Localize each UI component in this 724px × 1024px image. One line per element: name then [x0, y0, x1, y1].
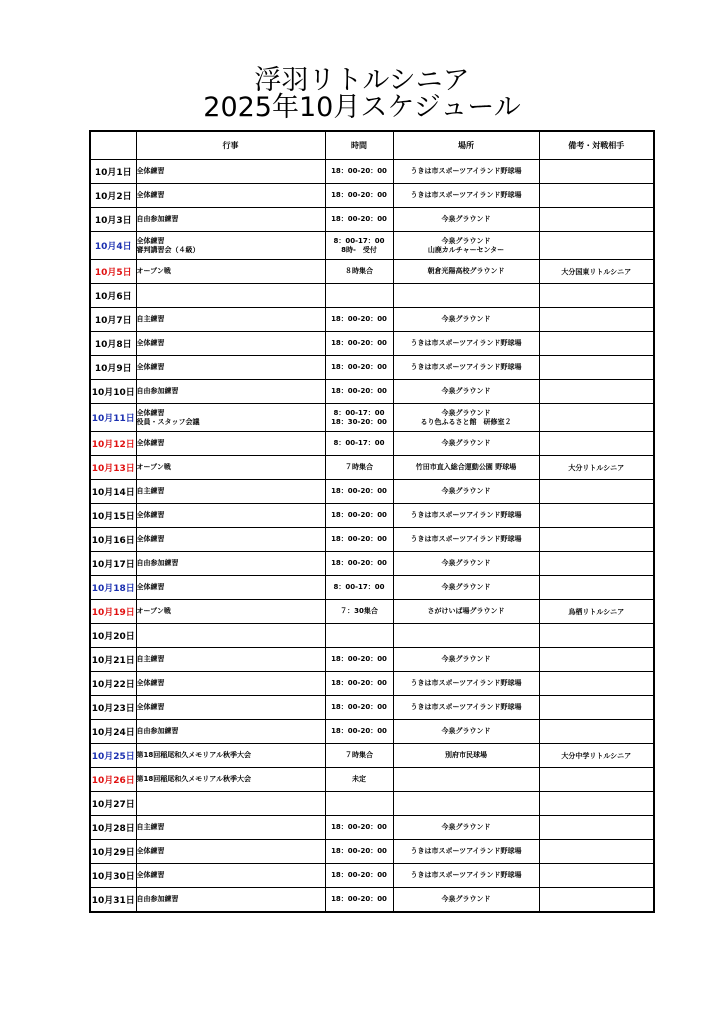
place-text: 今泉グラウンド — [441, 408, 491, 417]
place-cell — [393, 648, 539, 672]
table-row — [90, 552, 654, 576]
note-cell — [539, 888, 654, 913]
time-text: ８時集合 — [345, 267, 373, 275]
time-text: 8時- 受付 — [341, 245, 377, 254]
event-cell — [136, 624, 325, 648]
place-cell — [393, 404, 539, 432]
table-row — [90, 624, 654, 648]
time-text: 8：00-17：00 — [333, 439, 385, 447]
event-cell — [136, 816, 325, 840]
event-text: 自由参加練習 — [136, 387, 179, 395]
time-text: 18：00-20：00 — [331, 727, 387, 735]
place-text: うきは市スポーツアイランド野球場 — [410, 871, 522, 879]
date-cell: 10月15日 — [90, 504, 136, 528]
date-cell: 10月13日 — [90, 456, 136, 480]
place-cell — [393, 208, 539, 232]
place-text: 今泉グラウンド — [441, 823, 491, 831]
event-cell — [136, 696, 325, 720]
time-cell — [325, 768, 393, 792]
place-cell — [393, 792, 539, 816]
event-text: 全体練習 — [136, 511, 165, 519]
time-text: 18：00-20：00 — [331, 363, 387, 371]
place-cell — [393, 184, 539, 208]
date-cell: 10月21日 — [90, 648, 136, 672]
place-cell — [393, 504, 539, 528]
time-text: 18：00-20：00 — [331, 679, 387, 687]
time-text: 18：00-20：00 — [331, 895, 387, 903]
date-cell: 10月29日 — [90, 840, 136, 864]
date-cell: 10月30日 — [90, 864, 136, 888]
table-row — [90, 260, 654, 284]
header-row — [90, 131, 654, 160]
date-cell: 10月24日 — [90, 720, 136, 744]
event-cell — [136, 380, 325, 404]
header-place: 場所 — [393, 131, 539, 160]
place-cell — [393, 816, 539, 840]
note-cell — [539, 792, 654, 816]
date-cell: 10月10日 — [90, 380, 136, 404]
place-cell — [393, 576, 539, 600]
time-cell — [325, 864, 393, 888]
event-cell — [136, 356, 325, 380]
time-cell — [325, 624, 393, 648]
event-text: 全体練習 — [136, 535, 165, 543]
date-cell: 10月18日 — [90, 576, 136, 600]
table-row — [90, 648, 654, 672]
time-cell — [325, 332, 393, 356]
date-cell: 10月9日 — [90, 356, 136, 380]
time-cell — [325, 404, 393, 432]
note-cell — [539, 356, 654, 380]
note-cell — [539, 624, 654, 648]
place-text: 今泉グラウンド — [441, 655, 491, 663]
place-cell — [393, 744, 539, 768]
date-cell: 10月8日 — [90, 332, 136, 356]
place-text: うきは市スポーツアイランド野球場 — [410, 363, 522, 371]
event-cell — [136, 160, 325, 184]
place-text: 今泉グラウンド — [441, 236, 491, 245]
event-text: 全体練習 — [136, 439, 165, 447]
table-row — [90, 184, 654, 208]
place-text: 今泉グラウンド — [441, 439, 491, 447]
event-cell — [136, 864, 325, 888]
event-cell — [136, 672, 325, 696]
date-cell: 10月1日 — [90, 160, 136, 184]
table-row — [90, 720, 654, 744]
note-cell — [539, 504, 654, 528]
place-text: うきは市スポーツアイランド野球場 — [410, 511, 522, 519]
note-cell — [539, 552, 654, 576]
time-text: 18：00-20：00 — [331, 703, 387, 711]
place-text: 今泉グラウンド — [441, 215, 491, 223]
place-cell — [393, 624, 539, 648]
time-cell — [325, 184, 393, 208]
place-cell — [393, 380, 539, 404]
event-text: 自由参加練習 — [136, 727, 179, 735]
time-cell — [325, 792, 393, 816]
place-text: うきは市スポーツアイランド野球場 — [410, 339, 522, 347]
event-text: 全体練習 — [136, 167, 165, 175]
time-text: 18：00-20：00 — [331, 847, 387, 855]
event-cell — [136, 768, 325, 792]
header-date — [90, 131, 136, 160]
event-text: オープン戦 — [136, 463, 171, 471]
place-cell — [393, 768, 539, 792]
note-cell — [539, 864, 654, 888]
time-cell — [325, 284, 393, 308]
table-row — [90, 576, 654, 600]
place-text: 竹田市直入総合運動公園 野球場 — [415, 463, 517, 471]
note-cell — [539, 284, 654, 308]
place-cell — [393, 332, 539, 356]
place-text: うきは市スポーツアイランド野球場 — [410, 847, 522, 855]
date-cell: 10月4日 — [90, 232, 136, 260]
event-text: 全体練習 — [136, 363, 165, 371]
date-cell: 10月22日 — [90, 672, 136, 696]
time-cell — [325, 600, 393, 624]
event-cell — [136, 552, 325, 576]
table-row — [90, 356, 654, 380]
date-cell: 10月23日 — [90, 696, 136, 720]
place-cell — [393, 864, 539, 888]
place-cell — [393, 600, 539, 624]
event-cell — [136, 232, 325, 260]
note-cell — [539, 404, 654, 432]
note-cell — [539, 432, 654, 456]
time-text: 18：00-20：00 — [331, 487, 387, 495]
time-cell — [325, 552, 393, 576]
table-row — [90, 864, 654, 888]
place-text: 今泉グラウンド — [441, 387, 491, 395]
table-row — [90, 888, 654, 913]
table-row — [90, 208, 654, 232]
time-cell — [325, 308, 393, 332]
event-cell — [136, 744, 325, 768]
time-text: 18：00-20：00 — [331, 191, 387, 199]
date-cell: 10月28日 — [90, 816, 136, 840]
event-cell — [136, 600, 325, 624]
table-row — [90, 672, 654, 696]
time-text: ７時集合 — [345, 751, 373, 759]
place-text: うきは市スポーツアイランド野球場 — [410, 679, 522, 687]
table-row — [90, 380, 654, 404]
date-cell: 10月16日 — [90, 528, 136, 552]
place-cell — [393, 720, 539, 744]
event-text: 全体練習 — [136, 871, 165, 879]
time-cell — [325, 816, 393, 840]
time-cell — [325, 432, 393, 456]
date-cell: 10月31日 — [90, 888, 136, 913]
date-cell: 10月19日 — [90, 600, 136, 624]
page-title: 浮羽リトルシニア — [254, 65, 470, 96]
event-text: 全体練習 — [136, 236, 165, 245]
event-text: 自由参加練習 — [136, 559, 179, 567]
event-text: オープン戦 — [136, 607, 171, 615]
note-cell — [539, 160, 654, 184]
time-cell — [325, 888, 393, 913]
event-text: 全体練習 — [136, 583, 165, 591]
table-row — [90, 816, 654, 840]
time-text: ７：30集合 — [340, 607, 378, 615]
table-row — [90, 600, 654, 624]
time-cell — [325, 160, 393, 184]
place-text: 朝倉光陽高校グラウンド — [427, 267, 505, 275]
place-text: うきは市スポーツアイランド野球場 — [410, 191, 522, 199]
time-cell — [325, 744, 393, 768]
note-cell — [539, 380, 654, 404]
table-row — [90, 284, 654, 308]
table-row — [90, 504, 654, 528]
place-text: うきは市スポーツアイランド野球場 — [410, 703, 522, 711]
place-text: 山鹿カルチャーセンター — [427, 245, 505, 254]
time-cell — [325, 356, 393, 380]
place-cell — [393, 232, 539, 260]
time-text: 18：00-20：00 — [331, 559, 387, 567]
time-text: 18：00-20：00 — [331, 655, 387, 663]
event-text: 全体練習 — [136, 847, 165, 855]
place-text: 別府市民球場 — [445, 751, 487, 759]
time-text: 18：00-20：00 — [331, 167, 387, 175]
time-cell — [325, 672, 393, 696]
date-cell: 10月6日 — [90, 284, 136, 308]
time-text: 18：00-20：00 — [331, 315, 387, 323]
note-cell — [539, 208, 654, 232]
place-text: 今泉グラウンド — [441, 895, 491, 903]
event-text: 役員・スタッフ会議 — [136, 417, 200, 426]
note-cell: 大分リトルシニア — [539, 456, 654, 480]
table-row — [90, 404, 654, 432]
note-cell — [539, 480, 654, 504]
time-text: 18：00-20：00 — [331, 339, 387, 347]
event-text: 自主練習 — [136, 823, 165, 831]
place-text: 今泉グラウンド — [441, 487, 491, 495]
header-time: 時間 — [325, 131, 393, 160]
time-cell — [325, 840, 393, 864]
event-text: 自主練習 — [136, 487, 165, 495]
date-cell: 10月26日 — [90, 768, 136, 792]
place-text: 今泉グラウンド — [441, 315, 491, 323]
event-text: 第18回稲尾和久メモリアル秋季大会 — [136, 751, 251, 759]
event-cell — [136, 208, 325, 232]
note-cell — [539, 672, 654, 696]
time-cell — [325, 208, 393, 232]
place-text: るり色ふるさと館 研修室２ — [420, 417, 512, 426]
place-text: 今泉グラウンド — [441, 583, 491, 591]
event-text: 第18回稲尾和久メモリアル秋季大会 — [136, 775, 251, 783]
date-cell: 10月20日 — [90, 624, 136, 648]
note-cell — [539, 308, 654, 332]
place-cell — [393, 432, 539, 456]
table-row — [90, 696, 654, 720]
note-cell — [539, 332, 654, 356]
table-row — [90, 792, 654, 816]
time-text: 18：30-20：00 — [331, 417, 387, 426]
table-row — [90, 744, 654, 768]
time-cell — [325, 232, 393, 260]
event-cell — [136, 792, 325, 816]
event-cell — [136, 528, 325, 552]
date-cell: 10月2日 — [90, 184, 136, 208]
time-text: 8：00-17：00 — [333, 583, 385, 591]
note-cell — [539, 720, 654, 744]
note-cell: 大分中学リトルシニア — [539, 744, 654, 768]
place-text: 今泉グラウンド — [441, 727, 491, 735]
table-row — [90, 840, 654, 864]
time-text: 18：00-20：00 — [331, 215, 387, 223]
note-cell — [539, 840, 654, 864]
place-cell — [393, 308, 539, 332]
date-cell: 10月11日 — [90, 404, 136, 432]
note-cell — [539, 576, 654, 600]
event-cell — [136, 432, 325, 456]
place-cell — [393, 456, 539, 480]
place-cell — [393, 284, 539, 308]
event-cell — [136, 308, 325, 332]
event-cell — [136, 504, 325, 528]
place-cell — [393, 672, 539, 696]
time-text: 18：00-20：00 — [331, 387, 387, 395]
event-text: 全体練習 — [136, 191, 165, 199]
header-event: 行事 — [136, 131, 325, 160]
event-text: 審判講習会（４級） — [136, 245, 200, 254]
place-text: うきは市スポーツアイランド野球場 — [410, 535, 522, 543]
date-cell: 10月12日 — [90, 432, 136, 456]
place-cell — [393, 480, 539, 504]
time-cell — [325, 720, 393, 744]
note-cell — [539, 184, 654, 208]
place-cell — [393, 356, 539, 380]
time-cell — [325, 480, 393, 504]
table-row — [90, 528, 654, 552]
date-cell: 10月3日 — [90, 208, 136, 232]
table-row — [90, 432, 654, 456]
note-cell — [539, 232, 654, 260]
note-cell: 烏栖リトルシニア — [539, 600, 654, 624]
time-text: 18：00-20：00 — [331, 871, 387, 879]
date-cell: 10月5日 — [90, 260, 136, 284]
time-cell — [325, 260, 393, 284]
event-text: 自由参加練習 — [136, 895, 179, 903]
time-cell — [325, 528, 393, 552]
time-text: 未定 — [352, 775, 366, 783]
event-text: 全体練習 — [136, 703, 165, 711]
place-cell — [393, 888, 539, 913]
event-cell — [136, 720, 325, 744]
event-text: 自由参加練習 — [136, 215, 179, 223]
event-cell — [136, 576, 325, 600]
event-cell — [136, 332, 325, 356]
time-text: ７時集合 — [345, 463, 373, 471]
place-cell — [393, 840, 539, 864]
event-cell — [136, 404, 325, 432]
time-text: 18：00-20：00 — [331, 823, 387, 831]
event-text: 全体練習 — [136, 408, 165, 417]
time-cell — [325, 456, 393, 480]
table-row — [90, 332, 654, 356]
schedule-body — [90, 160, 654, 913]
event-cell — [136, 840, 325, 864]
place-text: 今泉グラウンド — [441, 559, 491, 567]
note-cell — [539, 528, 654, 552]
event-cell — [136, 284, 325, 308]
event-text: オープン戦 — [136, 267, 171, 275]
date-cell: 10月14日 — [90, 480, 136, 504]
time-cell — [325, 648, 393, 672]
table-row — [90, 232, 654, 260]
note-cell — [539, 816, 654, 840]
time-cell — [325, 576, 393, 600]
time-cell — [325, 504, 393, 528]
event-cell — [136, 480, 325, 504]
event-cell — [136, 260, 325, 284]
page-subtitle: 2025年10月スケジュール — [203, 92, 521, 123]
event-text: 自主練習 — [136, 655, 165, 663]
note-cell — [539, 696, 654, 720]
place-cell — [393, 696, 539, 720]
event-text: 全体練習 — [136, 339, 165, 347]
event-cell — [136, 184, 325, 208]
time-text: 18：00-20：00 — [331, 535, 387, 543]
event-cell — [136, 456, 325, 480]
note-cell: 大分国東リトルシニア — [539, 260, 654, 284]
note-cell — [539, 768, 654, 792]
place-cell — [393, 528, 539, 552]
note-cell — [539, 648, 654, 672]
place-text: うきは市スポーツアイランド野球場 — [410, 167, 522, 175]
time-text: 8：00-17：00 — [333, 408, 385, 417]
place-cell — [393, 160, 539, 184]
header-note: 備考・対戦相手 — [539, 131, 654, 160]
time-cell — [325, 696, 393, 720]
time-text: 18：00-20：00 — [331, 511, 387, 519]
time-text: 8：00-17：00 — [333, 236, 385, 245]
event-cell — [136, 648, 325, 672]
date-cell: 10月7日 — [90, 308, 136, 332]
table-row — [90, 480, 654, 504]
date-cell: 10月17日 — [90, 552, 136, 576]
table-row — [90, 456, 654, 480]
event-text: 自主練習 — [136, 315, 165, 323]
event-cell — [136, 888, 325, 913]
time-cell — [325, 380, 393, 404]
table-row — [90, 160, 654, 184]
table-row — [90, 768, 654, 792]
place-cell — [393, 552, 539, 576]
table-row — [90, 308, 654, 332]
place-text: さがけいば場グラウンド — [427, 607, 505, 615]
date-cell: 10月25日 — [90, 744, 136, 768]
place-cell — [393, 260, 539, 284]
event-text: 全体練習 — [136, 679, 165, 687]
date-cell: 10月27日 — [90, 792, 136, 816]
schedule-table — [89, 130, 655, 913]
